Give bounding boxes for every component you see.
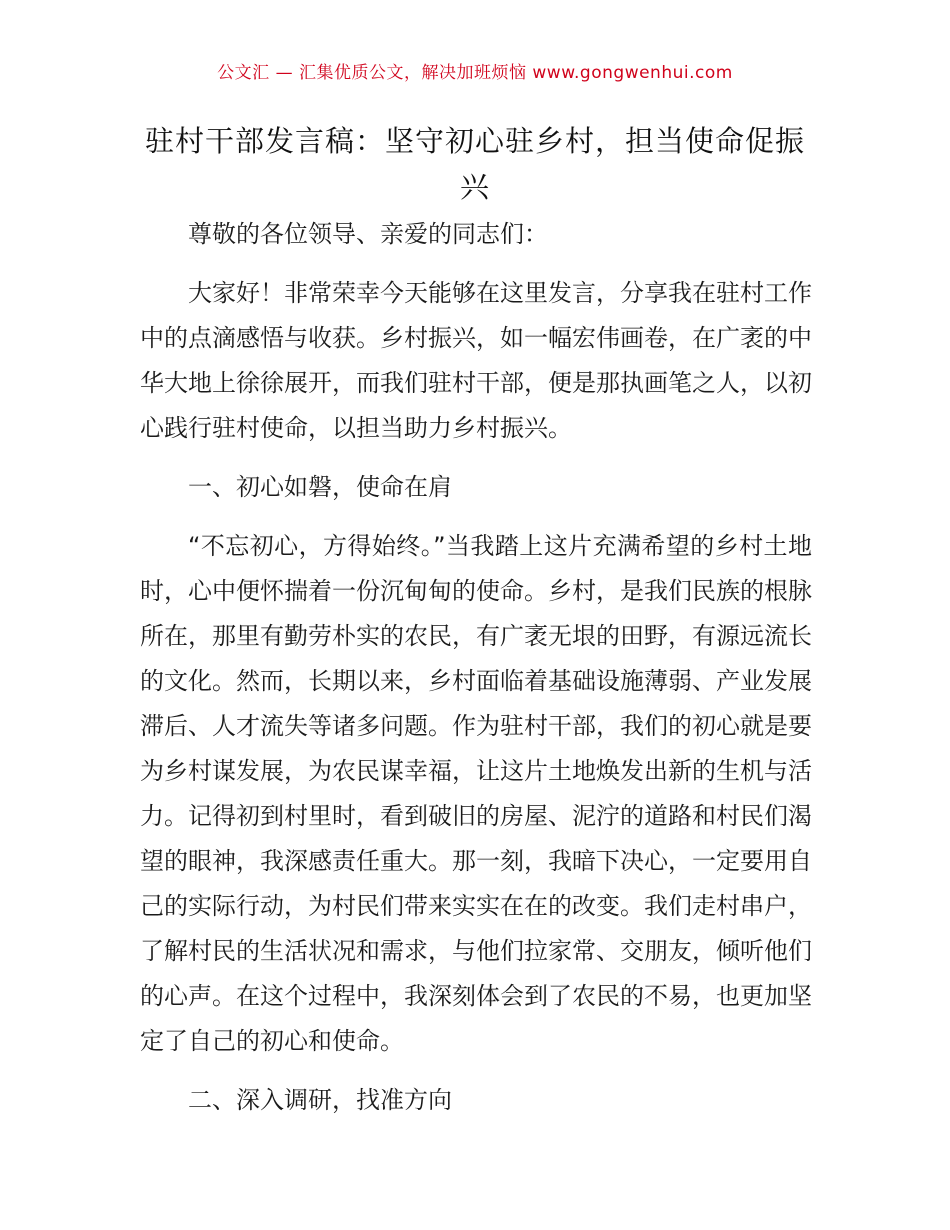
section-heading-1: 一、初心如磐，使命在肩 [188, 473, 452, 501]
intro-paragraph: 大家好！非常荣幸今天能够在这里发言，分享我在驻村工作中的点滴感悟与收获。乡村振兴，如一幅宏伟画卷，在广袤的中华大地上徐徐展开，而我们驻村干部，便是那执画笔之人，以初心践行驻村使命，以担当助力乡村振兴。 [140, 279, 812, 442]
document-title: 驻村干部发言稿：坚守初心驻乡村，担当使命促振兴 [144, 124, 805, 204]
section-heading-2: 二、深入调研，找准方向 [188, 1086, 452, 1114]
section-1-paragraph: “不忘初心，方得始终。”当我踏上这片充满希望的乡村土地时，心中便怀揣着一份沉甸甸的使命。乡村，是我们民族的根脉所在，那里有勤劳朴实的农民，有广袤无垠的田野，有源远流长的文化。然而，长期以来，乡村面临着基础设施薄弱、产业发展滞后、人才流失等诸多问题。作为驻村干部，我们的初心就是要为乡村谋发展，为农民谋幸福，让这片土地焕发出新的生机与活力。记得初到村里时，看到破旧的房屋、泥泞的道路和村民们渴望的眼神，我深感责任重大。那一刻，我暗下决心，一定要用自己的实际行动，为村民们带来实实在在的改变。我们走村串户，了解村民的生活状况和需求，与他们拉家常、交朋友，倾听他们的心声。在这个过程中，我深刻体会到了农民的不易，也更加坚定了自己的初心和使命。 [140, 532, 812, 1055]
salutation: 尊敬的各位领导、亲爱的同志们： [188, 220, 548, 248]
document-body [140, 212, 812, 1137]
site-banner: 公文汇 — 汇集优质公文，解决加班烦恼 www.gongwenhui.com [217, 63, 733, 83]
